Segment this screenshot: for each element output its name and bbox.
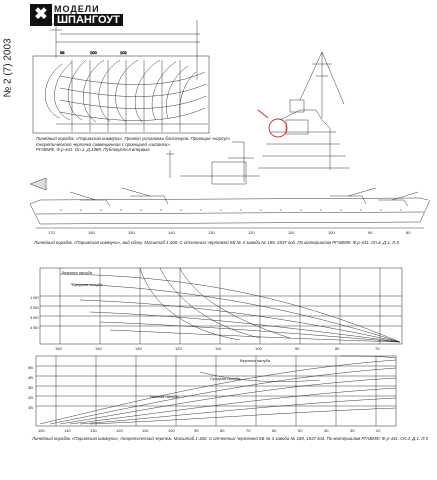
profile-plan xyxy=(36,356,396,426)
profile-tick: 120 xyxy=(116,428,123,433)
side-tick: 80 xyxy=(406,230,411,235)
caption-side-view: Линейный корабль «Парижская коммуна», вид сбоку. Масштаб 1:400. С отчетных чертежей КБ № 4 завода № 189, 1937 год. По материалам РГАВМФ: Ф.р-441. Оп.4. Д.1, Л.5 xyxy=(34,240,399,245)
waterline-label: 3 ВЛ xyxy=(30,315,39,320)
svg-text:98: 98 xyxy=(60,50,65,55)
side-tick: 110 xyxy=(288,230,295,235)
svg-text:100: 100 xyxy=(90,50,97,55)
side-tick: 100 xyxy=(328,230,335,235)
frame-tick: 90 xyxy=(295,346,300,351)
profile-tick: 60 xyxy=(272,428,277,433)
issue-number: № 2 (7) 2003 xyxy=(2,38,14,98)
profile-tick: 90 xyxy=(194,428,199,433)
body-plan-inset xyxy=(33,20,209,133)
profile-tick: 20 xyxy=(376,428,381,433)
profile-labels xyxy=(28,358,381,433)
deck-label: Нижняя палуба xyxy=(150,394,179,399)
deck-label: Верхняя палуба xyxy=(62,270,92,275)
frame-tick: 80 xyxy=(335,346,340,351)
side-tick: 160 xyxy=(88,230,95,235)
level-label: 5В xyxy=(28,365,33,370)
level-label: 1В xyxy=(28,405,33,410)
logo-mark-icon: ✖ xyxy=(30,4,52,26)
side-tick: 130 xyxy=(208,230,215,235)
deck-label: Верхняя палуба xyxy=(240,358,270,363)
svg-text:102: 102 xyxy=(120,50,127,55)
side-tick: 140 xyxy=(168,230,175,235)
frame-tick: 120 xyxy=(175,346,182,351)
waterline-label: 4 ВЛ xyxy=(30,325,39,330)
side-tick: 120 xyxy=(248,230,255,235)
logo-top-text: МОДЕЛИ xyxy=(54,4,100,14)
frame-tick: 140 xyxy=(95,346,102,351)
profile-tick: 130 xyxy=(90,428,97,433)
frame-tick: 70 xyxy=(375,346,380,351)
profile-tick: 110 xyxy=(142,428,149,433)
profile-tick: 140 xyxy=(64,428,71,433)
profile-tick: 70 xyxy=(246,428,251,433)
side-tick: 170 xyxy=(48,230,55,235)
waterline-label: 1 ВЛ xyxy=(30,295,39,300)
caption-body-plan: Линейный корабль «Парижская коммуна». Проект установки блистеров. Проекция «корпус» теоретического чертежа совмещенная с проекцией «штанги». РГАВМФ. Ф.р-441. Оп.1. Д.1088. Публикуется впервые xyxy=(36,136,231,153)
level-label: 3В xyxy=(28,385,33,390)
half-breadth-labels xyxy=(30,270,380,351)
side-tick: 90 xyxy=(368,230,373,235)
half-breadth-plan xyxy=(40,268,402,344)
caption-lines-plan: Линейный корабль «Парижская коммуна», теоретический чертеж. Масштаб 1:400. С отчетных чертежей КБ № 4 завода № 189, 1937 год. По материалам РГАВМФ: Ф.р-441. Оп.4. Д.1. Л.5 xyxy=(32,436,429,441)
profile-tick: 40 xyxy=(324,428,329,433)
frame-tick: 100 xyxy=(255,346,262,351)
waterline-label: 2 ВЛ xyxy=(30,305,39,310)
deck-label: Средняя палуба xyxy=(210,376,241,381)
side-view-ticks xyxy=(48,230,411,235)
level-label: 4В xyxy=(28,375,33,380)
profile-tick: 50 xyxy=(298,428,303,433)
profile-tick: 150 xyxy=(38,428,45,433)
level-label: 2В xyxy=(28,395,33,400)
profile-tick: 30 xyxy=(350,428,355,433)
deck-label: Средняя палуба xyxy=(72,282,103,287)
profile-tick: 100 xyxy=(168,428,175,433)
profile-tick: 80 xyxy=(220,428,225,433)
frame-tick: 150 xyxy=(55,346,62,351)
frame-tick: 110 xyxy=(215,346,222,351)
logo-bottom-text: ШПАНГОУТ xyxy=(54,14,123,26)
side-tick: 150 xyxy=(128,230,135,235)
frame-tick: 130 xyxy=(135,346,142,351)
